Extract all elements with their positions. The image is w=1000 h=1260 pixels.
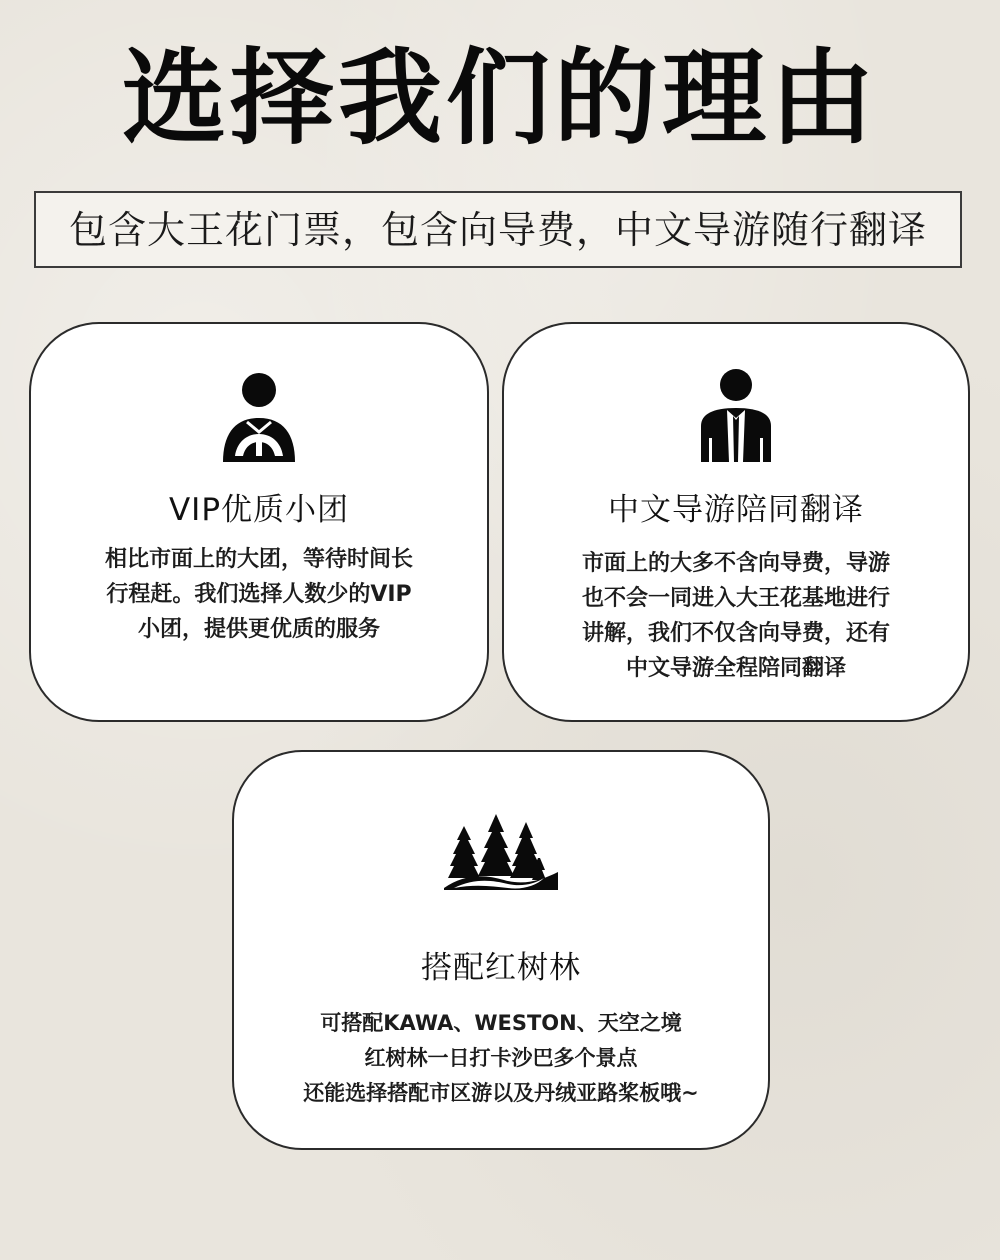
- card-description-line: 红树林一日打卡沙巴多个景点: [364, 1046, 638, 1070]
- card-description-line: 相比市面上的大团，等待时间长: [104, 547, 413, 572]
- card-description-line: 小团，提供更优质的服务: [137, 617, 380, 642]
- card-description-line: 也不会一同进入大王花基地进行: [581, 586, 890, 611]
- feature-card-vip-small-group: [29, 322, 489, 722]
- card-title: 搭配红树林: [421, 950, 581, 986]
- card-description-line: 讲解，我们不仅含向导费，还有: [581, 621, 890, 646]
- card-description-line: 还能选择搭配市区游以及丹绒亚路桨板哦~: [303, 1081, 699, 1105]
- card-title: 中文导游陪同翻译: [608, 492, 864, 528]
- feature-card-chinese-guide: [502, 322, 970, 722]
- subtitle-banner: [34, 191, 962, 268]
- subtitle-text: 包含大王花门票，包含向导费，中文导游随行翻译: [68, 207, 927, 252]
- card-description-line: 市面上的大多不含向导费，导游: [581, 551, 890, 576]
- card-description-line: 可搭配KAWA、WESTON、天空之境: [320, 1011, 682, 1035]
- feature-card-mangrove: [232, 750, 770, 1150]
- card-title: VIP优质小团: [168, 492, 350, 528]
- card-description: [303, 1006, 699, 1111]
- page-title: 选择我们的理由: [121, 37, 878, 159]
- forest-icon: [444, 806, 558, 890]
- card-description-line: 行程赶。我们选择人数少的VIP: [106, 582, 412, 607]
- card-description-line: 中文导游全程陪同翻译: [625, 656, 846, 681]
- guide-person-icon: [699, 370, 773, 464]
- card-description: [582, 546, 890, 686]
- card-description: [105, 542, 413, 647]
- driver-icon: [219, 370, 299, 464]
